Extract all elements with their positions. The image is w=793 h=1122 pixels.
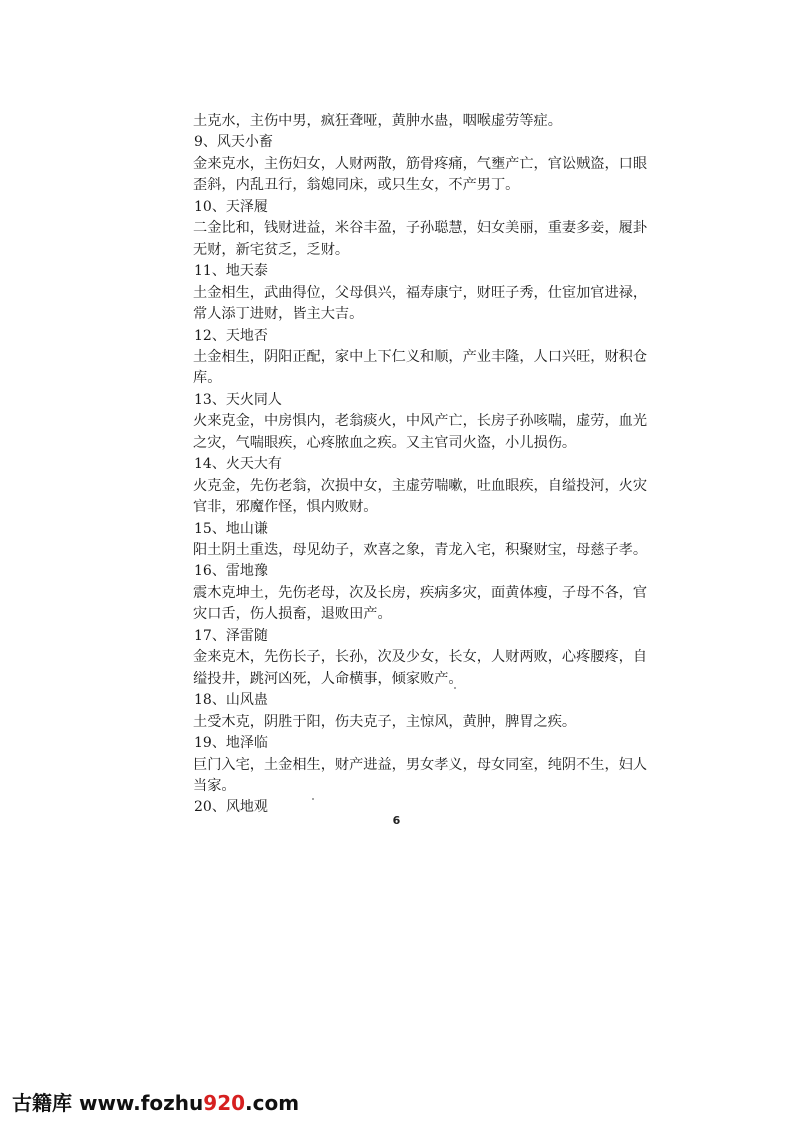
scan-speck [454, 687, 456, 689]
section-heading: 19、地泽临 [194, 735, 268, 752]
section-heading: 18、山风蛊 [194, 692, 268, 709]
body-line: 库。 [193, 370, 222, 387]
section-heading: 20、风地观 [194, 799, 268, 816]
body-line: 土金相生，武曲得位，父母俱兴，福寿康宁，财旺子秀，仕宦加官进禄， [193, 284, 648, 301]
watermark-prefix: 古籍库 www.fozhu [12, 1091, 204, 1115]
section-heading: 17、泽雷随 [194, 627, 268, 644]
section-heading: 10、天泽履 [194, 198, 268, 215]
section-heading: 13、天火同人 [194, 391, 282, 408]
body-line: 土受木克，阴胜于阳，伤夫克子，主惊风，黄肿，脾胃之疾。 [193, 713, 577, 730]
body-line: 土金相生，阴阳正配，家中上下仁义和顺，产业丰隆，人口兴旺，财积仓 [193, 348, 648, 365]
body-line: 缢投井，跳河凶死，人命横事，倾家败产。 [193, 670, 463, 687]
body-line: 土克水，主伤中男，疯狂聋哑，黄肿水蛊，咽喉虚劳等症。 [193, 113, 562, 129]
body-line: 二金比和，钱财进益，米谷丰盈，子孙聪慧，妇女美丽，重妻多妾，履卦 [193, 220, 648, 237]
body-line: 灾口舌，伤人损畜，退败田产。 [193, 606, 392, 623]
body-line: 官非，邪魔作怪，惧内败财。 [193, 499, 378, 516]
body-line: 巨门入宅，土金相生，财产进益，男女孝义，母女同室，纯阴不生，妇人 [193, 756, 648, 773]
body-line: 震木克坤土，先伤老母，次及长房，疾病多灾，面黄体瘦，子母不各，官 [193, 584, 648, 601]
section-heading: 16、雷地豫 [194, 563, 268, 580]
section-heading: 11、地天泰 [194, 263, 268, 280]
body-line: 阳土阴土重迭，母见幼子，欢喜之象，青龙入宅，积聚财宝，母慈子孝。 [193, 542, 648, 558]
body-line: 之灾，气喘眼疾，心疼脓血之疾。又主官司火盗，小儿损伤。 [193, 434, 577, 451]
body-line: 无财，新宅贫乏，乏财。 [193, 241, 350, 258]
body-line: 金来克木，先伤长子，长孙，次及少女，长女，人财两败，心疼腰疼，自 [193, 649, 648, 666]
watermark-number: 920 [203, 1091, 246, 1115]
body-line: 金来克水，主伤妇女，人财两散，筋骨疼痛，气壅产亡，官讼贼盗，口眼 [193, 155, 648, 172]
site-watermark [12, 1087, 299, 1116]
section-heading: 12、天地否 [194, 327, 268, 344]
body-line: 歪斜，内乱丑行，翁媳同床，或只生女，不产男丁。 [193, 177, 520, 194]
body-line: 常人添丁进财，皆主大吉。 [193, 306, 364, 323]
section-heading: 14、火天大有 [194, 456, 282, 473]
watermark-suffix: .com [245, 1091, 300, 1115]
section-heading: 9、风天小畜 [194, 134, 273, 151]
body-line: 当家。 [193, 777, 236, 794]
scan-speck [312, 798, 314, 800]
body-line: 火克金，先伤老翁，次损中女，主虚劳喘嗽，吐血眼疾，自缢投河，火灾 [193, 477, 648, 494]
body-line: 火来克金，中房惧内，老翁痰火，中风产亡，长房子孙咳喘，虚劳，血光 [193, 413, 648, 430]
section-heading: 15、地山谦 [194, 520, 268, 537]
page-number: 6 [392, 814, 401, 827]
